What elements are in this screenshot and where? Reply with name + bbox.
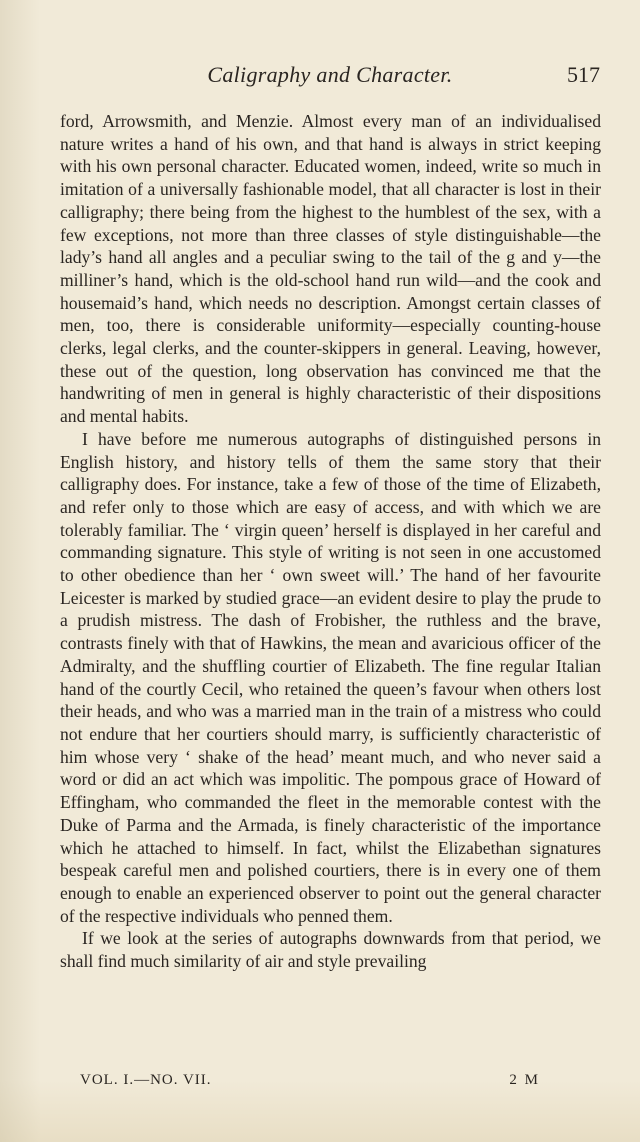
paragraph-3: If we look at the series of autographs downwards from that period, we shall find much similarity of air and style prevailing [60, 928, 601, 972]
body-text [60, 110, 601, 973]
page-number: 517 [567, 62, 600, 87]
volume-signature: VOL. I.—NO. VII. [80, 1072, 212, 1088]
sheet-mark: 2 M [509, 1072, 540, 1088]
page-header [60, 62, 600, 96]
running-head: Caligraphy and Character. [207, 62, 453, 87]
paragraph-2: I have before me numerous autographs of distinguished persons in English history, and history tells of them the same story that their calligraphy does. For instance, take a few of those of the time of Elizabeth, and refer only to those which are easy of access, and with which we are tolerably familiar. The ‘ virgin queen’ herself is displayed in her careful and commanding signature. This style of writing is not seen in one accustomed to other obedience than her ‘ own sweet will.’ The hand of her favourite Leicester is marked by studied grace—an evident desire to play the prude to a prudish mistress. The dash of Frobisher, the ruthless and the brave, contrasts finely with that of Hawkins, the mean and avaricious officer of the Admiralty, and the shuffling courtier of Elizabeth. The fine regular Italian hand of the courtly Cecil, who retained the queen’s favour when others lost their heads, and who was a married man in the train of a mistress who could not endure that her courtiers should marry, is sufficiently characteristic of him whose very ‘ shake of the head’ meant much, and who never said a word or did an act which was impolitic. The pompous grace of Howard of Effingham, who commanded the fleet in the memorable contest with the Duke of Parma and the Armada, is finely characteristic of the importance which he attached to himself. In fact, whilst the Elizabethan signatures bespeak careful men and polished courtiers, there is in every one of them enough to enable an experienced observer to point out the general character of the respective individuals who penned them. [60, 428, 601, 926]
page-footer [80, 1072, 540, 1096]
paragraph-1: ford, Arrowsmith, and Menzie. Almost every man of an individualised nature writes a hand of his own, and that hand is always in strict keeping with his own personal character. Educated women, indeed, write so much in imitation of a universally fashionable model, that all character is lost in their calligraphy; there being from the highest to the humblest of the sex, with a few exceptions, not more than three classes of style distinguishable—the lady’s hand all angles and a peculiar swing to the tail of the g and y—the milliner’s hand, which is the old-school hand run wild—and the cook and housemaid’s hand, which needs no description. Amongst certain classes of men, too, there is considerable uniformity—especially counting-house clerks, legal clerks, and the counter-skippers in general. Leaving, however, these out of the question, long observation has convinced me that the handwriting of men in general is highly characteristic of their dispositions and mental habits. [60, 111, 601, 427]
